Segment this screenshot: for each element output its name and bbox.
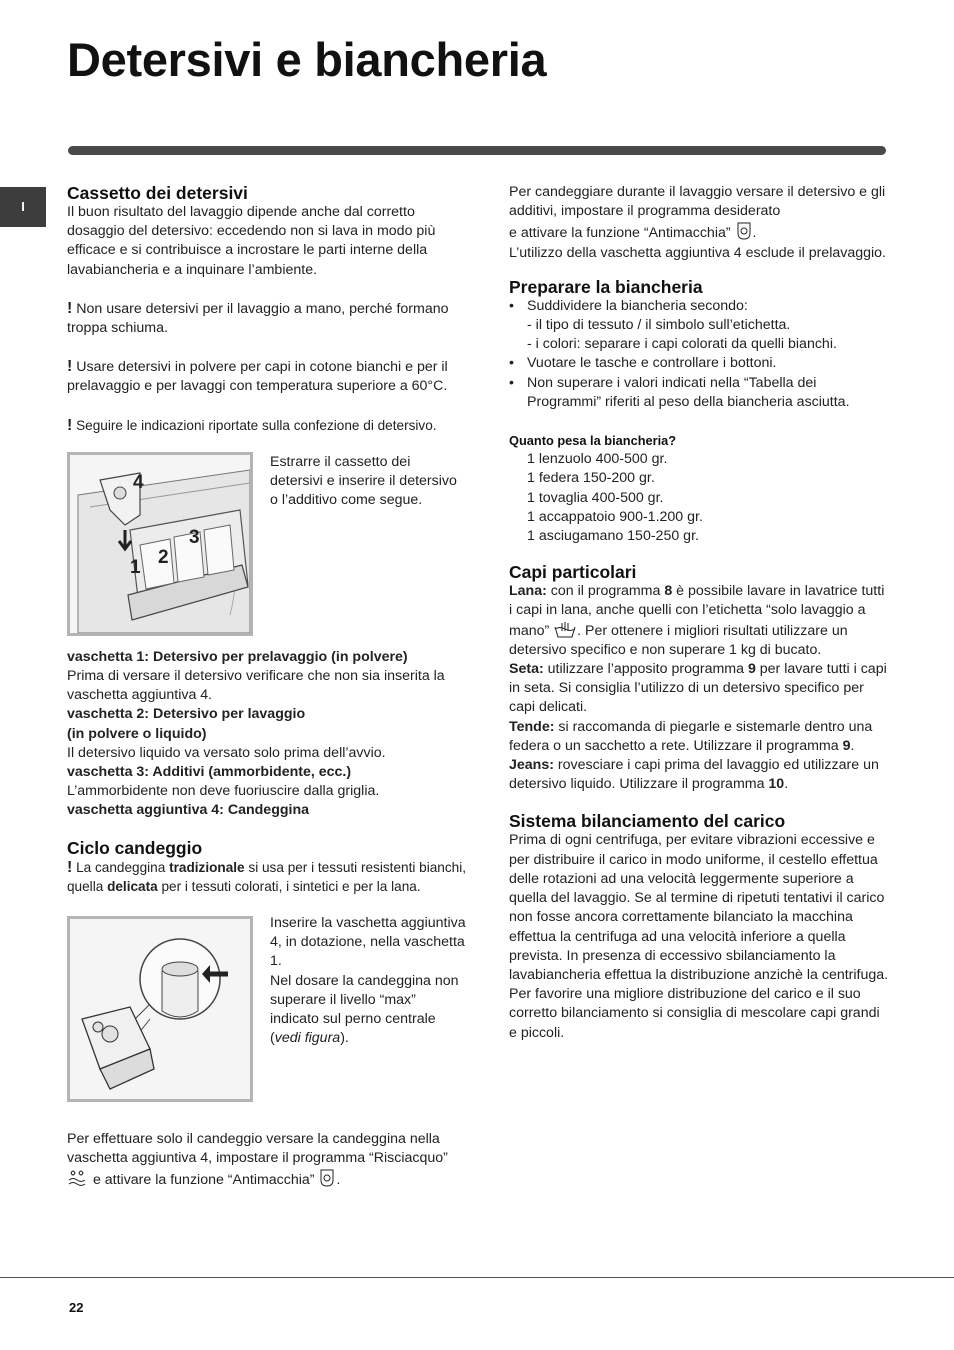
- bleach-figure-text: Inserire la vaschetta aggiuntiva 4, in dotazione, nella vaschetta 1. Nel dosare la candeggina non superare il livello “max” indicato sul perno centrale (vedi figura).: [270, 915, 466, 1047]
- candeggio-heading: Ciclo candeggio: [67, 837, 203, 858]
- list-item: • Non superare i valori indicati nella “Tabella dei Programmi” riferiti al peso della biancheria asciutta.: [509, 374, 889, 412]
- page-title: Detersivi e biancheria: [67, 33, 547, 86]
- candeggio-note: ! La candeggina tradizionale si usa per i tessuti resistenti bianchi, quella delicata per i tessuti colorati, i sintetici e per la lana.: [67, 858, 467, 894]
- weight-item: 1 lenzuolo 400-500 gr.: [527, 451, 668, 468]
- capi-heading: Capi particolari: [509, 562, 637, 583]
- sistema-heading: Sistema bilanciamento del carico: [509, 811, 786, 832]
- drawer-label-1: 1: [130, 556, 141, 578]
- page-number: 22: [69, 1300, 84, 1315]
- weight-item: 1 federa 150-200 gr.: [527, 470, 655, 487]
- warning-icon: !: [67, 299, 73, 317]
- preparare-list: [509, 297, 889, 412]
- language-tab: I: [0, 187, 46, 227]
- footer-rule: [0, 1277, 954, 1278]
- bleach-figure: [67, 916, 253, 1102]
- vaschetta-1: vaschetta 1: Detersivo per prelavaggio (in polvere) Prima di versare il detersivo verificare che non sia inserita la vaschetta aggiuntiva 4.: [67, 648, 445, 704]
- cassetto-heading: Cassetto dei detersivi: [67, 183, 248, 203]
- risciacquo-icon: [67, 1168, 89, 1188]
- weights-heading: Quanto pesa la biancheria?: [509, 433, 677, 449]
- hand-wash-icon: [553, 621, 577, 639]
- bleach-figure-row: [67, 916, 467, 1102]
- preparare-heading: Preparare la biancheria: [509, 276, 703, 297]
- capi-text: Lana: con il programma 8 è possibile lavare in lavatrice tutti i capi in lana, anche quelli con l’etichetta “solo lavaggio a mano” . Per ottenere i migliori risultati utilizzare un detersivo specifico e non superare 1 kg di bucato. Seta: utilizzare l’apposito programma 9 per lavare tutti i capi in seta. Si consiglia l’utilizzo di un detersivo specifico per capi delicati. Tende: si raccomanda di piegarle e sistemarle dentro una federa o un sacchetto a rete. Utilizzare il programma 9. Jeans: rovesciare i capi prima del lavaggio ed utilizzare un detersivo liquido. Utilizzare il programma 10.: [509, 583, 887, 793]
- weights-list: [509, 450, 889, 546]
- bleach-container-illustration: [70, 919, 250, 1099]
- right-column: [509, 183, 889, 1043]
- weight-item: 1 tovaglia 400-500 gr.: [527, 489, 664, 506]
- warning-2: ! Usare detersivi in polvere per capi in cotone bianchi e per il prelavaggio e per lavaggi con temperatura superiore a 60°C.: [67, 358, 448, 395]
- drawer-figure: [67, 452, 253, 636]
- weight-item: 1 accappatoio 900-1.200 gr.: [527, 508, 703, 525]
- sistema-text: Prima di ogni centrifuga, per evitare vibrazioni eccessive e per distribuire il carico in modo uniforme, il cestello effettua delle rotazioni ad una velocità leggermente superiore a quella del lavaggio. Se al termine di ripetuti tentativi il carico non fosse ancora correttamente bilanciato la macchina effettua la centrifuga ad una velocità inferiore a quella prevista. In presenza di eccessivo sbilanciamento la lavabiancheria effettua la distribuzione anzichè la centrifuga. Per favorire una migliore distribuzione del carico e il suo corretto bilanciamento si consiglia di mescolare capi grandi e piccoli.: [509, 832, 889, 1041]
- warning-3: ! Seguire le indicazioni riportate sulla confezione di detersivo.: [67, 416, 437, 434]
- warning-1: ! Non usare detersivi per il lavaggio a mano, perché formano troppa schiuma.: [67, 299, 449, 337]
- right-intro: Per candeggiare durante il lavaggio versare il detersivo e gli additivi, impostare il programma desiderato e attivare la funzione “Antimacchia” . L’utilizzo della vaschetta aggiuntiva 4 esclude il prelavaggio.: [509, 184, 886, 261]
- warning-icon: !: [67, 358, 73, 376]
- candeggio-final-text: Per effettuare solo il candeggio versare la candeggina nella vaschetta aggiuntiva 4, impostare il programma “Risciacquo” e attivare la funzione “Antimacchia” .: [67, 1131, 448, 1189]
- list-item: • Vuotare le tasche e controllare i bottoni.: [509, 354, 889, 373]
- vaschetta-4: vaschetta aggiuntiva 4: Candeggina: [67, 802, 310, 819]
- antimacchia-icon: [318, 1168, 336, 1188]
- drawer-figure-row: [67, 452, 467, 636]
- weight-item: 1 asciugamano 150-250 gr.: [527, 528, 699, 545]
- warning-icon: !: [67, 858, 73, 876]
- warning-icon: !: [67, 416, 73, 434]
- cassetto-intro: Il buon risultato del lavaggio dipende anche dal corretto dosaggio del detersivo: eccedendo non si lava in modo più efficace e si contribuisce a incrostare le parti interne della lavabiancheria e a inquinare l’ambiente.: [67, 204, 436, 278]
- vaschetta-3: vaschetta 3: Additivi (ammorbidente, ecc.) L’ammorbidente non deve fuoriuscire dalla griglia.: [67, 764, 380, 800]
- list-item: • Suddividere la biancheria secondo: - il tipo di tessuto / il simbolo sull’etichetta. - i colori: separare i capi colorati da quelli bianchi.: [509, 297, 889, 355]
- title-rule: [68, 146, 886, 155]
- detergent-drawer-illustration: [70, 455, 250, 633]
- drawer-label-3: 3: [189, 526, 200, 548]
- drawer-label-4: 4: [133, 471, 144, 493]
- vaschetta-2: vaschetta 2: Detersivo per lavaggio (in polvere o liquido) Il detersivo liquido va versato solo prima dell’avvio.: [67, 706, 386, 761]
- drawer-label-2: 2: [158, 546, 169, 568]
- drawer-figure-text: Estrarre il cassetto dei detersivi e inserire il detersivo o l’additivo come segue.: [270, 453, 457, 509]
- antimacchia-icon: [735, 221, 753, 241]
- left-column: [67, 183, 467, 1191]
